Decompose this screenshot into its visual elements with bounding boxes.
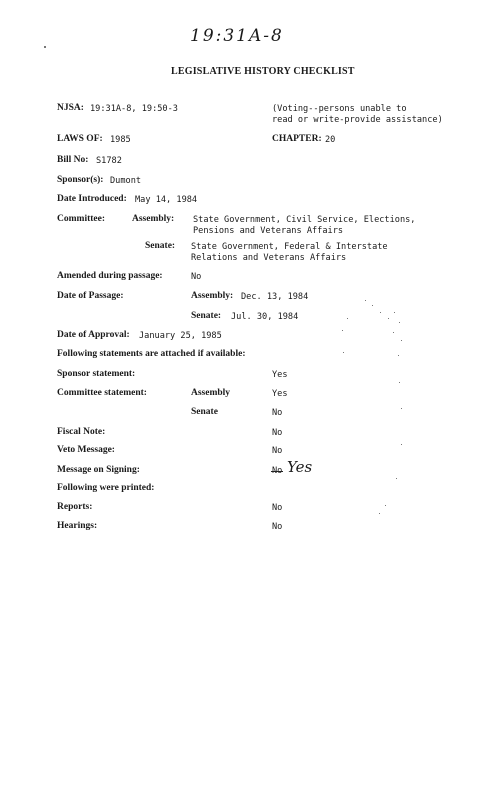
message-signing-struck-value [272,466,282,476]
njsa-label: NJSA: [57,103,84,113]
scan-speck [399,322,400,323]
scan-speck [399,382,400,383]
scan-speck [388,318,389,319]
amended-value: No [191,272,202,282]
sponsor-value: Dumont [110,176,142,186]
scan-speck [385,505,386,506]
sponsor-label: Sponsor(s): [57,175,104,185]
scan-speck [401,340,402,341]
committee-statement-senate-value: No [272,408,283,418]
committee-statement-label: Committee statement: [57,388,147,398]
passage-senate-value: Jul. 30, 1984 [231,312,299,322]
bill-no-label: Bill No: [57,155,89,165]
scan-speck [365,300,366,301]
scan-speck [44,46,46,48]
reports-value: No [272,503,283,513]
scan-speck [401,444,402,445]
following-printed-label: Following were printed: [57,483,155,493]
message-signing-label: Message on Signing: [57,465,140,475]
laws-of-value: 1985 [110,135,131,145]
committee-assembly-line1: State Government, Civil Service, Elections, [193,215,416,225]
njsa-value: 19:31A-8, 19:50-3 [90,104,178,114]
passage-assembly-value: Dec. 13, 1984 [241,292,309,302]
scan-speck [396,478,397,479]
committee-statement-senate-label: Senate [191,407,218,417]
scan-speck [398,355,399,356]
committee-statement-assembly-value: Yes [272,389,288,399]
passage-senate-label: Senate: [191,311,222,321]
sponsor-statement-label: Sponsor statement: [57,369,136,379]
scan-speck [343,352,344,353]
committee-senate-line1: State Government, Federal & Interstate [191,242,388,252]
committee-statement-assembly-label: Assembly [191,388,231,398]
scan-speck [394,312,395,313]
passage-assembly-label: Assembly: [191,291,234,301]
reports-label: Reports: [57,502,93,512]
date-introduced-label: Date Introduced: [57,194,127,204]
chapter-value: 20 [325,135,336,145]
committee-assembly-line2: Pensions and Veterans Affairs [193,226,344,236]
scan-speck [401,408,402,409]
scan-speck [347,318,348,319]
handwritten-statute-number: 19:31A-8 [190,26,284,46]
scan-speck [372,305,373,306]
committee-senate-label: Senate: [145,241,176,251]
committee-senate-line2: Relations and Veterans Affairs [191,253,347,263]
sponsor-statement-value: Yes [272,370,288,380]
laws-of-label: LAWS OF: [57,134,103,144]
njsa-note-line1: (Voting--persons unable to [272,104,407,114]
amended-label: Amended during passage: [57,271,163,281]
hearings-value: No [272,522,283,532]
passage-label: Date of Passage: [57,291,124,301]
hearings-label: Hearings: [57,521,98,531]
date-introduced-value: May 14, 1984 [135,195,198,205]
document-title: LEGISLATIVE HISTORY CHECKLIST [171,66,355,77]
njsa-note-line2: read or write-provide assistance) [272,115,443,125]
approval-value: January 25, 1985 [139,331,222,341]
fiscal-note-label: Fiscal Note: [57,427,106,437]
fiscal-note-value: No [272,428,283,438]
message-signing-handwritten-value: Yes [287,458,313,476]
veto-message-value: No [272,446,283,456]
veto-message-label: Veto Message: [57,445,115,455]
scan-speck [379,513,380,514]
chapter-label: CHAPTER: [272,134,322,144]
committee-label: Committee: [57,214,106,224]
struck-no-text: No [272,466,283,476]
scan-speck [342,330,343,331]
bill-no-value: S1782 [96,156,122,166]
scan-speck [380,312,381,313]
following-attached-label: Following statements are attached if available: [57,349,246,359]
committee-assembly-label: Assembly: [132,214,175,224]
approval-label: Date of Approval: [57,330,130,340]
scan-speck [393,332,394,333]
